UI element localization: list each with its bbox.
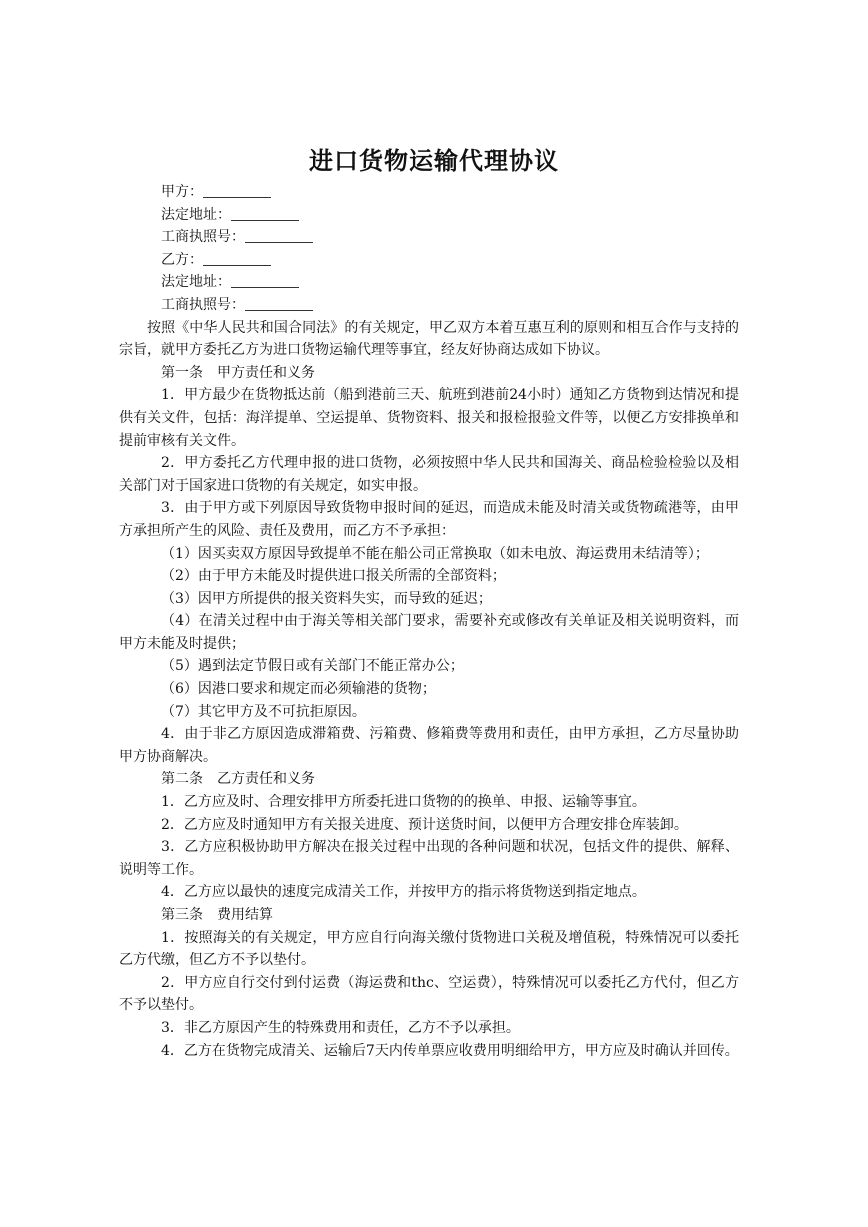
party-a-name: 甲方： — [119, 181, 739, 204]
party-b-license: 工商执照号： — [119, 294, 739, 317]
paragraph: 第一条 甲方责任和义务 — [161, 364, 315, 381]
paragraph: 第二条 乙方责任和义务 — [161, 771, 315, 788]
paragraph: （4）在清关过程中由于海关等相关部门要求，需要补充或修改有关单证及相关说明资料，而甲方未能及时提供； — [119, 613, 739, 652]
paragraph: （6）因港口要求和规定而必须输港的货物； — [161, 681, 436, 698]
paragraph: 4．乙方应以最快的速度完成清关工作，并按甲方的指示将货物送到指定地点。 — [161, 884, 646, 901]
fill-blank — [231, 273, 299, 288]
document-title: 进口货物运输代理协议 — [309, 146, 559, 175]
paragraph: 1．乙方应及时、合理安排甲方所委托进口货物的的换单、申报、运输等事宜。 — [161, 794, 646, 811]
paragraph: 4．由于非乙方原因造成滞箱费、污箱费、修箱费等费用和责任，由甲方承担，乙方尽量协助甲方协商解决。 — [119, 726, 739, 765]
party-b-address: 法定地址： — [119, 271, 739, 294]
fill-blank — [245, 296, 313, 311]
fill-blank — [231, 206, 299, 221]
paragraph: 2．甲方应自行交付到付运费（海运费和thc、空运费），特殊情况可以委托乙方代付，但乙方不予以垫付。 — [119, 974, 739, 1014]
paragraph: 按照《中华人民共和国合同法》的有关规定，甲乙双方本着互惠互利的原则和相互合作与支持的宗旨，就甲方委托乙方为进口货物运输代理等事宜，经友好协商达成如下协议。 — [119, 319, 739, 359]
paragraph: （7）其它甲方及不可抗拒原因。 — [161, 703, 366, 720]
paragraph: （2）由于甲方未能及时提供进口报关所需的全部资料； — [161, 568, 506, 585]
paragraph: 3．乙方应积极协助甲方解决在报关过程中出现的各种问题和状况，包括文件的提供、解释、说明等工作。 — [119, 839, 739, 878]
paragraph: 2．乙方应及时通知甲方有关报关进度、预计送货时间，以便甲方合理安排仓库装卸。 — [161, 816, 688, 833]
document-body — [119, 181, 739, 1062]
paragraph: （3）因甲方所提供的报关资料失实，而导致的延迟； — [161, 590, 492, 607]
paragraph: 4．乙方在货物完成清关、运输后7天内传单票应收费用明细给甲方，甲方应及时确认并回传。 — [161, 1042, 739, 1059]
clauses — [119, 317, 739, 1063]
fill-blank — [203, 183, 271, 198]
paragraph: 1．按照海关的有关规定，甲方应自行向海关缴付货物进口关税及增值税，特殊情况可以委托乙方代缴，但乙方不予以垫付。 — [119, 929, 739, 969]
paragraph: （5）遇到法定节假日或有关部门不能正常办公； — [161, 658, 464, 675]
paragraph: （1）因买卖双方原因导致提单不能在船公司正常换取（如未电放、海运费用未结清等）； — [161, 545, 709, 562]
party-b-name: 乙方： — [119, 249, 739, 272]
paragraph: 1．甲方最少在货物抵达前（船到港前三天、航班到港前24小时）通知乙方货物到达情况和提供有关文件，包括：海洋提单、空运提单、货物资料、报关和报检报验文件等，以便乙方安排换单和提前审核有关文件。 — [119, 387, 739, 449]
party-a-license: 工商执照号： — [119, 226, 739, 249]
fill-blank — [245, 228, 313, 243]
paragraph: 2．甲方委托乙方代理申报的进口货物，必须按照中华人民共和国海关、商品检验检验以及相关部门对于国家进口货物的有关规定，如实申报。 — [119, 455, 739, 494]
paragraph: 第三条 费用结算 — [161, 907, 273, 923]
party-a-address: 法定地址： — [119, 204, 739, 227]
paragraph: 3．非乙方原因产生的特殊费用和责任，乙方不予以承担。 — [161, 1019, 520, 1036]
fill-blank — [203, 251, 271, 266]
paragraph: 3．由于甲方或下列原因导致货物申报时间的延迟，而造成未能及时清关或货物疏港等，由甲方承担所产生的风险、责任及费用，而乙方不予承担： — [119, 500, 739, 539]
